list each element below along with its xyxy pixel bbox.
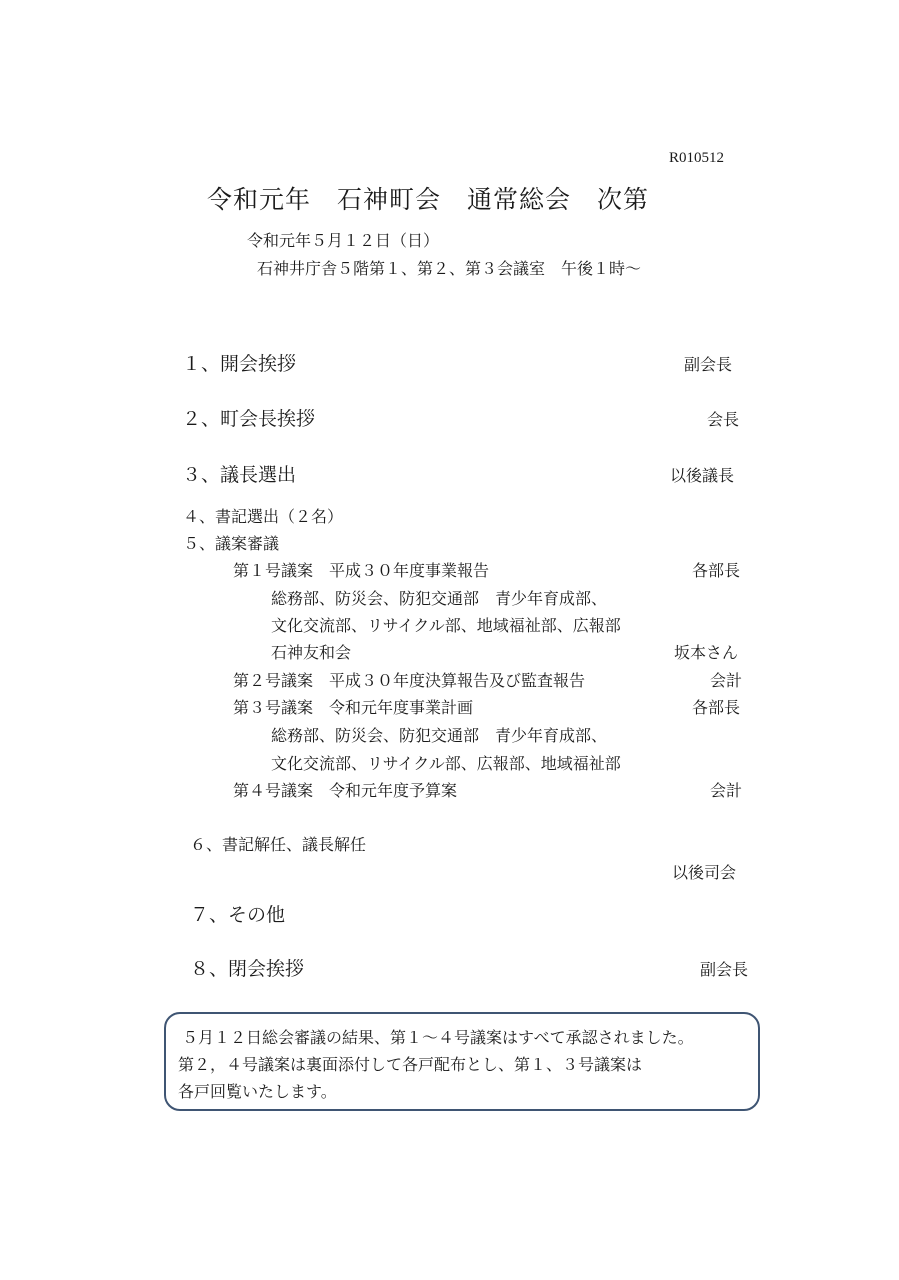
bill-1-line3-responsible: 坂本さん: [674, 643, 739, 662]
agenda-item-6: ６、書記解任、議長解任: [190, 835, 367, 854]
bill-1-departments-line1: 総務部、防災会、防犯交通部 青少年育成部、: [271, 589, 608, 608]
agenda-item-4: ４、書記選出（２名）: [183, 507, 344, 526]
agenda-item-6-responsible: 以後司会: [672, 863, 737, 882]
bill-2-responsible: 会計: [710, 671, 743, 690]
bill-1-departments-line2: 文化交流部、リサイクル部、地域福祉部、広報部: [271, 616, 621, 635]
bill-3-departments-line2: 文化交流部、リサイクル部、広報部、地域福祉部: [271, 754, 621, 773]
agenda-item-3: ３、議長選出: [182, 464, 297, 486]
bill-1-responsible: 各部長: [692, 561, 741, 580]
agenda-item-8-responsible: 副会長: [700, 960, 749, 979]
notice-line-2: 第２，４号議案は裏面添付して各戸配布とし、第１、３号議案は: [178, 1055, 643, 1074]
meeting-date: 令和元年５月１２日（日）: [247, 231, 440, 250]
agenda-item-8: ８、閉会挨拶: [190, 958, 305, 980]
bill-3-responsible: 各部長: [692, 698, 741, 717]
agenda-item-2-responsible: 会長: [707, 410, 740, 429]
agenda-item-2: ２、町会長挨拶: [182, 408, 316, 430]
agenda-item-7: ７、その他: [190, 904, 286, 926]
agenda-item-3-responsible: 以後議長: [670, 466, 735, 485]
notice-line-3: 各戸回覧いたします。: [178, 1082, 337, 1101]
notice-line-1: ５月１２日総会審議の結果、第１～４号議案はすべて承認されました。: [182, 1028, 694, 1047]
bill-1: 第１号議案 平成３０年度事業報告: [233, 561, 490, 580]
bill-4: 第４号議案 令和元年度予算案: [233, 781, 458, 800]
bill-1-departments-line3: 石神友和会: [271, 643, 352, 662]
document-id: R010512: [669, 150, 725, 166]
bill-2: 第２号議案 平成３０年度決算報告及び監査報告: [233, 671, 586, 690]
page-title: 令和元年 石神町会 通常総会 次第: [207, 185, 650, 214]
agenda-item-1-responsible: 副会長: [684, 355, 733, 374]
bill-4-responsible: 会計: [710, 781, 743, 800]
agenda-item-1: １、開会挨拶: [182, 353, 297, 375]
meeting-place: 石神井庁舎５階第１、第２、第３会議室 午後１時～: [257, 259, 642, 278]
bill-3-departments-line1: 総務部、防災会、防犯交通部 青少年育成部、: [271, 726, 608, 745]
agenda-item-5: ５、議案審議: [183, 534, 280, 553]
approval-notice-box: [164, 1012, 760, 1111]
bill-3: 第３号議案 令和元年度事業計画: [233, 698, 474, 717]
